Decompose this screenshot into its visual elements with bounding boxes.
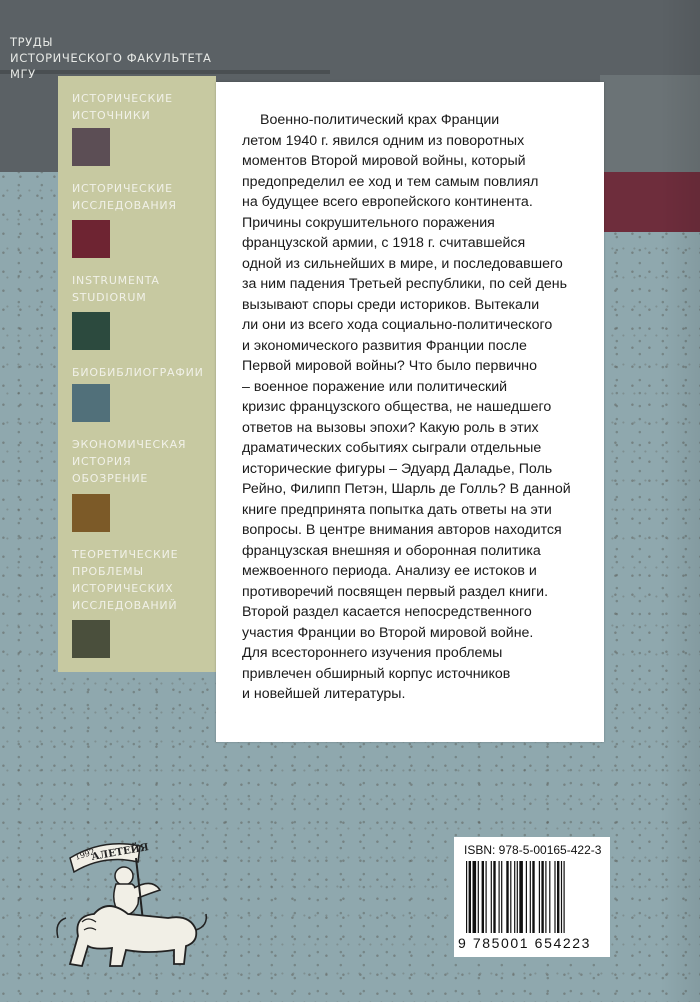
category-swatch [72, 494, 110, 532]
logo-name: АЛЕТЕЙЯ [90, 842, 150, 863]
barcode-bar [549, 861, 550, 933]
barcode-bar [545, 861, 546, 933]
category-line: ИСТОЧНИКИ [72, 109, 151, 122]
blurb-line: вопросы. В центре внимания авторов находится [242, 522, 562, 538]
barcode-bar [517, 861, 518, 933]
blurb-line: межвоенного периода. Анализу ее истоков и [242, 563, 537, 579]
barcode-bar [486, 861, 487, 933]
barcode-bar [510, 861, 511, 933]
category-label [72, 90, 212, 124]
series-title [10, 34, 210, 82]
blurb-line: французская внешняя и оборонная политика [242, 542, 541, 559]
blurb-line: привлечен обширный корпус источников [242, 665, 511, 682]
category-label [72, 272, 212, 306]
series-title-line: ИСТОРИЧЕСКОГО ФАКУЛЬТЕТА [10, 51, 212, 65]
barcode-bar [561, 861, 562, 933]
category-line: ИСТОРИЧЕСКИЕ [72, 92, 173, 105]
category-label [72, 180, 212, 214]
category-line: ТЕОРЕТИЧЕСКИЕ [72, 548, 179, 561]
barcode-bars [466, 861, 600, 933]
blurb-line: за ним падения Третьей республики, по сей день [242, 276, 568, 292]
barcode-bar [482, 861, 484, 933]
barcode-bar [491, 861, 492, 933]
blurb-line: Первой мировой войны? Что было первично [242, 358, 538, 374]
logo-year: 1992 [73, 847, 96, 862]
barcode-bar [530, 861, 531, 933]
category-line: ИССЛЕДОВАНИЯ [72, 199, 177, 212]
spine-edge [660, 0, 700, 1002]
blurb-line: Второй раздел касается непосредственного [242, 604, 532, 620]
blurb-line: участия Франции во Второй мировой войне. [242, 624, 534, 641]
category-swatch [72, 312, 110, 350]
barcode-digits: 9 785001 654223 [458, 935, 591, 951]
blurb-line: предопределил ее ход и тем самым повлиял [242, 173, 539, 190]
barcode-bar [539, 861, 540, 933]
series-title-line: ТРУДЫ [10, 35, 54, 49]
barcode-bar [514, 861, 515, 933]
barcode-bar [519, 861, 523, 933]
blurb-line: и новейшей литературы. [242, 686, 406, 702]
category-label [72, 436, 212, 487]
blurb-line: противоречий посвящен первый раздел книги. [242, 583, 549, 600]
category-line: ЭКОНОМИЧЕСКАЯ [72, 438, 187, 451]
barcode-bar [557, 861, 559, 933]
blurb-line: Причины сокрушительного поражения [242, 214, 495, 231]
category-label [72, 546, 212, 614]
blurb-line: летом 1940 г. явился одним из поворотных [242, 132, 525, 149]
blurb-line: Военно-политический крах Франции [260, 112, 500, 128]
barcode-bar [532, 861, 534, 933]
blurb-line: драматических событиях сыграли отдельные [242, 440, 542, 456]
aleteia-logo [48, 818, 218, 978]
barcode-bar [541, 861, 543, 933]
barcode-bar [501, 861, 502, 933]
barcode-bar [564, 861, 565, 933]
category-line: ИССЛЕДОВАНИЙ [72, 599, 178, 612]
category-line: STUDIORUM [72, 291, 147, 304]
blurb-line: кризис французского общества, не нашедшего [242, 399, 552, 415]
blurb-line: моментов Второй мировой войны, который [242, 153, 526, 169]
category-line: ИСТОРИЯ [72, 455, 132, 468]
barcode-bar [499, 861, 500, 933]
barcode-bar [478, 861, 479, 933]
category-line: ПРОБЛЕМЫ [72, 565, 144, 578]
barcode-bar [506, 861, 508, 933]
blurb-box [216, 82, 604, 742]
blurb-line: ли они из всего хода социально-политического [242, 317, 553, 333]
category-swatch [72, 128, 110, 166]
isbn-text: ISBN: 978-5-00165-422-3 [464, 843, 602, 857]
category-swatch [72, 620, 110, 658]
category-label [72, 364, 212, 381]
category-swatch [72, 220, 110, 258]
blurb-line: Для всестороннего изучения проблемы [242, 645, 503, 661]
blurb-text [242, 110, 592, 705]
category-line: INSTRUMENTA [72, 274, 160, 287]
blurb-line: Рейно, Филипп Петэн, Шарль де Голль? В данной [242, 481, 571, 497]
barcode-bar [469, 861, 471, 933]
barcode-bar [526, 861, 527, 933]
category-line: ОБОЗРЕНИЕ [72, 472, 149, 485]
blurb-line: одной из сильнейших в мире, и последовавшего [242, 255, 563, 272]
category-line: ИСТОРИЧЕСКИЕ [72, 182, 173, 195]
blurb-line: книге предпринята попытка дать ответы на эти [242, 501, 552, 518]
barcode-bar [466, 861, 467, 933]
blurb-line: вызывают споры среди историков. Вытекали [242, 296, 540, 313]
barcode-bar [493, 861, 495, 933]
category-swatch [72, 384, 110, 422]
barcode-bar [554, 861, 555, 933]
category-line: ИСТОРИЧЕСКИХ [72, 582, 174, 595]
series-categories-panel [58, 76, 216, 672]
blurb-line: ответов на вызовы эпохи? Какую роль в этих [242, 419, 539, 436]
blurb-line: французской армии, с 1918 г. считавшейся [242, 235, 526, 251]
blurb-line: исторические фигуры – Эдуард Даладье, Поль [242, 460, 553, 477]
category-line: БИОБИБЛИОГРАФИИ [72, 366, 204, 379]
barcode-bar [473, 861, 477, 933]
blurb-line: на будущее всего европейского континента. [242, 194, 533, 210]
series-title-line: МГУ [10, 67, 36, 81]
blurb-line: и экономического развития Франции после [242, 337, 527, 354]
barcode [454, 837, 610, 957]
blurb-line: – военное поражение или политический [242, 378, 508, 395]
